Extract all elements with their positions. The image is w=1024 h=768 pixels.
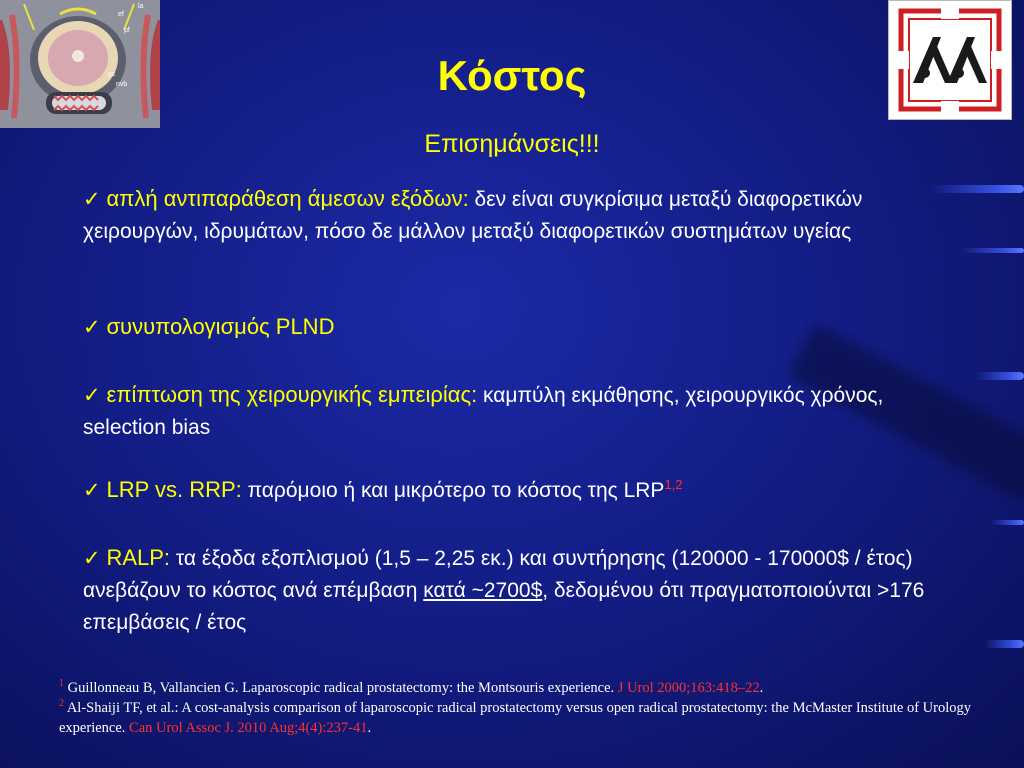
reference-end: . (759, 680, 764, 696)
anatomy-label: pf (124, 27, 130, 34)
reference-end: . (367, 720, 372, 736)
bullet-text: παρόμοιο ή και μικρότερο το κόστος της LRP (241, 479, 665, 502)
bullet-lead: συνυπολογισμός PLND (106, 314, 335, 339)
reference-journal-link[interactable]: Can Urol Assoc J. 2010 Aug;4(4):237-41 (129, 720, 368, 736)
references (59, 678, 1009, 738)
checkmark-icon: ✓ (83, 316, 101, 339)
bullet-lead: LRP vs. RRP: (106, 477, 242, 502)
bullet-item (83, 474, 963, 507)
anatomy-label: pc (108, 71, 116, 78)
bullet-lead: επίπτωση της χειρουργικής εμπειρίας: (106, 382, 478, 407)
bullet-item (83, 311, 963, 344)
checkmark-icon: ✓ (83, 479, 101, 502)
bullet-item (83, 379, 963, 444)
bullet-text: δεν είναι συγκρίσιμα μεταξύ διαφορετικών χειρουργών, ιδρυμάτων, πόσο δε μάλλον μεταξύ διαφορετικών συστημάτων υγείας (83, 188, 863, 243)
bullet-text-after: , δεδομένου ότι πραγματοποιούνται >176 επεμβάσεις / έτος (83, 579, 925, 634)
checkmark-icon: ✓ (83, 188, 101, 211)
bullet-lead: RALP: (106, 545, 171, 570)
anatomy-label: nvb (116, 81, 128, 88)
bullet-text: καμπύλη εκμάθησης, χειρουργικός χρόνος, selection bias (83, 384, 884, 439)
bullet-text: τα έξοδα εξοπλισμού (1,5 – 2,25 εκ.) και συντήρησης (120000 - 170000$ / έτος) ανεβάζουν το κόστος ανά επέμβαση (83, 547, 913, 602)
slide-title: Κόστος (437, 52, 587, 99)
checkmark-icon: ✓ (83, 547, 101, 570)
reference-item (59, 698, 1009, 738)
background-streak (990, 520, 1024, 525)
anatomy-label: ef (118, 11, 124, 18)
underlined-cost: κατά ~2700$ (423, 579, 543, 602)
background-streak (960, 248, 1024, 253)
reference-text: Al-Shaiji TF, et al.: A cost-analysis comparison of laparoscopic radical prostatectomy versus open radical prostatectomy: the McMaster Institute of Urology experience. (59, 700, 972, 736)
reference-journal-link[interactable]: J Urol 2000;163:418–22 (617, 680, 760, 696)
anatomy-label: la (138, 3, 144, 10)
reference-item (59, 678, 1009, 698)
background-streak (975, 372, 1024, 380)
bullet-lead: απλή αντιπαράθεση άμεσων εξόδων: (106, 186, 469, 211)
reference-number: 1 (59, 678, 64, 690)
checkmark-icon: ✓ (83, 384, 101, 407)
background-streak (985, 640, 1024, 648)
reference-text: Guillonneau B, Vallancien G. Laparoscopic radical prostatectomy: the Montsouris experience. (64, 680, 618, 696)
slide-subtitle: Επισημάνσεις!!! (424, 130, 600, 158)
citation-superscript: 1,2 (664, 477, 683, 492)
bullet-item (83, 542, 963, 639)
reference-number: 2 (59, 698, 64, 710)
bullet-item (83, 183, 963, 248)
